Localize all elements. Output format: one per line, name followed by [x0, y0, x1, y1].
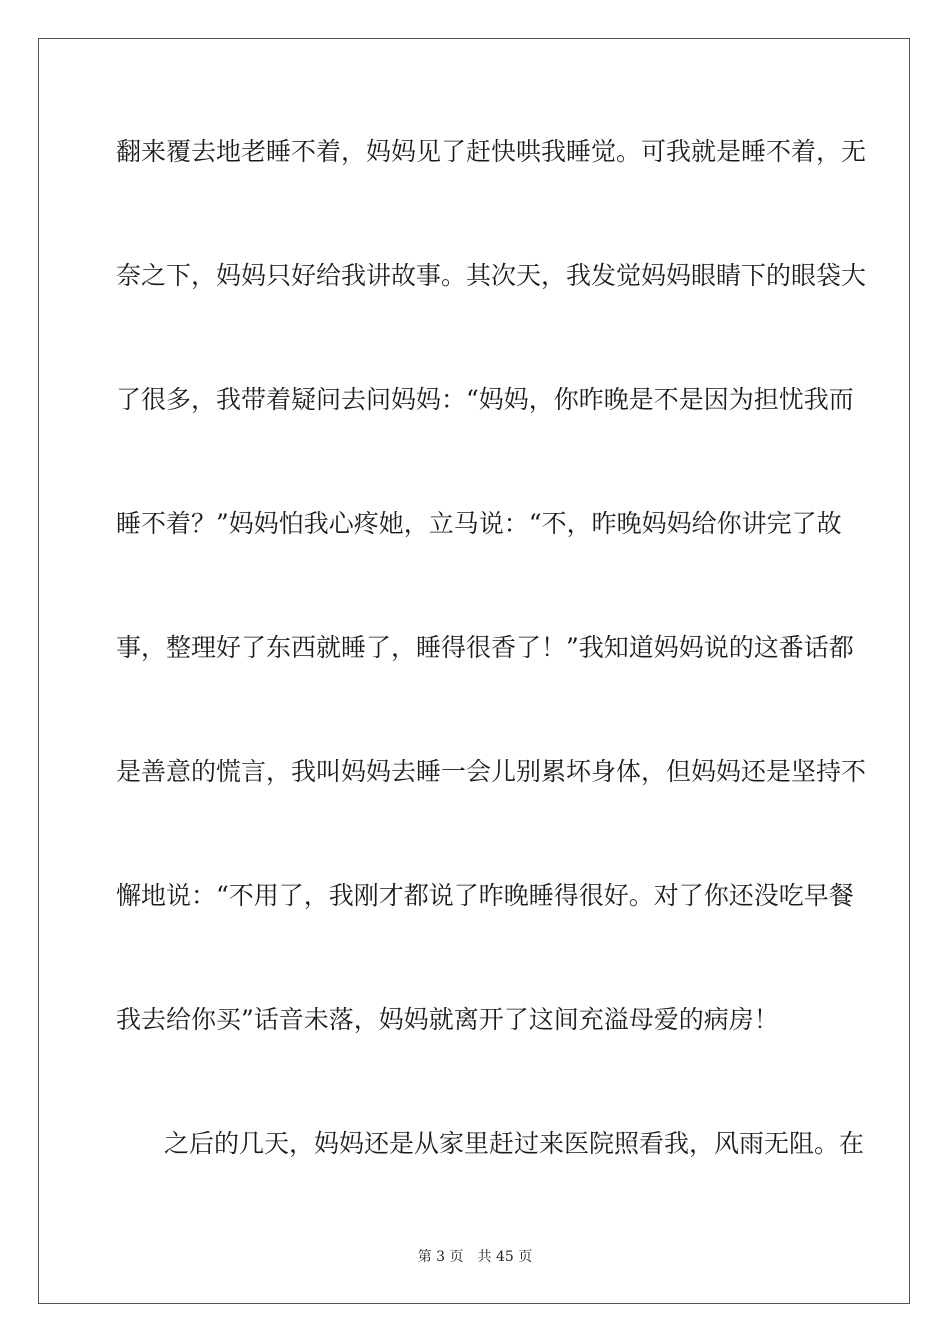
paragraph-line-9: 之后的几天，妈妈还是从家里赶过来医院照看我，风雨无阻。在: [164, 1129, 865, 1158]
page-footer: [0, 1248, 950, 1266]
paragraph-line-3: 了很多，我带着疑问去问妈妈：“妈妈，你昨晚是不是因为担忧我而: [116, 385, 854, 414]
paragraph-line-7: 懈地说：“不用了，我刚才都说了昨晚睡得很好。对了你还没吃早餐: [116, 881, 854, 910]
paragraph-line-5: 事，整理好了东西就睡了，睡得很香了！”我知道妈妈说的这番话都: [116, 633, 854, 662]
page-border: [38, 38, 910, 1304]
paragraph-line-8: 我去给你买”话音未落，妈妈就离开了这间充溢母爱的病房！: [116, 1005, 779, 1034]
page-total: 共 45 页: [477, 1249, 533, 1265]
paragraph-line-4: 睡不着？”妈妈怕我心疼她，立马说：“不，昨晚妈妈给你讲完了故: [116, 509, 842, 538]
paragraph-line-6: 是善意的慌言，我叫妈妈去睡一会儿别累坏身体，但妈妈还是坚持不: [116, 757, 867, 786]
paragraph-line-1: 翻来覆去地老睡不着，妈妈见了赶快哄我睡觉。可我就是睡不着，无: [116, 137, 867, 166]
page-number: 第 3 页: [417, 1249, 464, 1265]
paragraph-line-2: 奈之下，妈妈只好给我讲故事。其次天，我发觉妈妈眼睛下的眼袋大: [116, 261, 867, 290]
